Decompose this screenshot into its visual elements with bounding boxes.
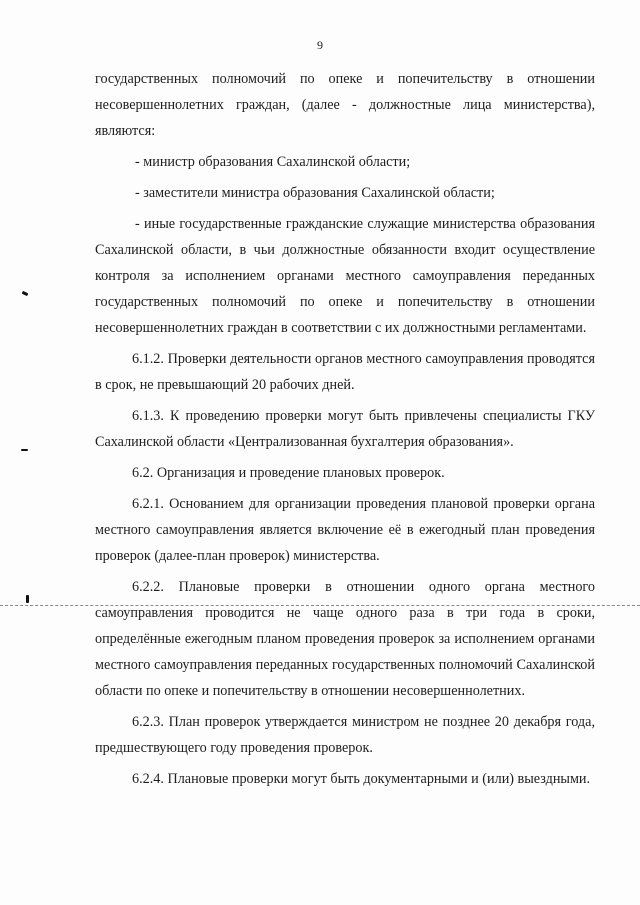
scan-mark [21, 449, 28, 451]
scan-fold-line [0, 605, 640, 606]
scan-mark [22, 291, 29, 296]
paragraph-6-2-heading: 6.2. Организация и проведение плановых проверок. [132, 465, 445, 481]
document-body [95, 66, 595, 792]
paragraph-officials-intro: государственных полномочий по опеке и попечительству в отношении несовершеннолетних граждан, (далее - должностные лица министерства), являются: [95, 71, 595, 139]
scan-mark [26, 595, 29, 603]
paragraph-6-1-3: 6.1.3. К проведению проверки могут быть привлечены специалисты ГКУ Сахалинской области «Централизованная бухгалтерия образования». [95, 408, 595, 450]
paragraph-6-2-2: 6.2.2. Плановые проверки в отношении одного органа местного самоуправления проводится не чаще одного раза в три года в сроки, определённые ежегодным планом проведения проверок за исполнением органами местного самоуправления переданных государственных полномочий Сахалинской области по опеке и попечительству в отношении несовершеннолетних. [95, 579, 595, 699]
paragraph-6-2-1: 6.2.1. Основанием для организации проведения плановой проверки органа местного самоуправления является включение её в ежегодный план проведения проверок (далее-план проверок) министерства. [95, 496, 595, 564]
list-item-minister: - министр образования Сахалинской области; [135, 154, 411, 170]
list-item-civil-servants: - иные государственные гражданские служащие министерства образования Сахалинской области, в чьи должностные обязанности входит осуществление контроля за исполнением органами местного самоуправления переданных государственных полномочий по опеке и попечительству в отношении несовершеннолетних граждан в соответствии с их должностными регламентами. [95, 216, 595, 336]
paragraph-6-1-2: 6.1.2. Проверки деятельности органов местного самоуправления проводятся в срок, не превышающий 20 рабочих дней. [95, 351, 595, 393]
paragraph-6-2-4: 6.2.4. Плановые проверки могут быть документарными и (или) выездными. [132, 771, 591, 787]
paragraph-6-2-3: 6.2.3. План проверок утверждается министром не позднее 20 декабря года, предшествующего году проведения проверок. [95, 714, 595, 756]
list-item-deputy-ministers: - заместители министра образования Сахалинской области; [135, 185, 495, 201]
page-number: 9 [317, 38, 323, 52]
